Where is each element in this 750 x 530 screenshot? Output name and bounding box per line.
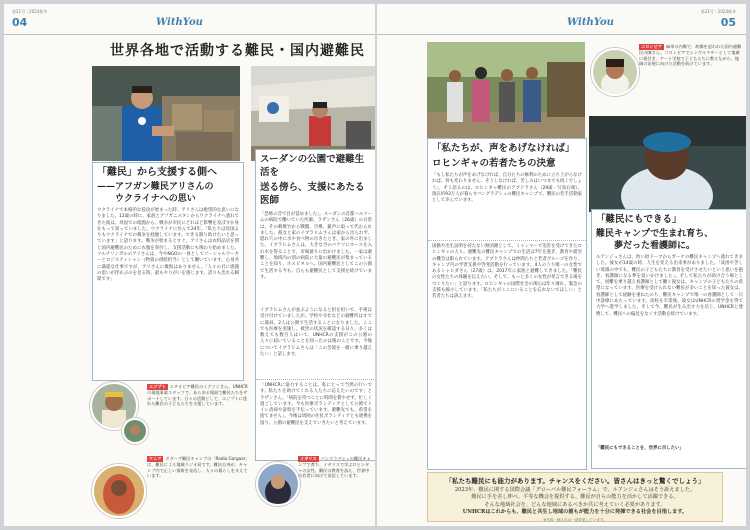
profile-photo-kenya: [92, 464, 146, 518]
article-ali-body: ウクライナで本格的な侵攻が始まった時、アリさんは絶望的な思いになりました。12歳の時に、家族とアフガニスタンからウクライナへ逃れてきた彼は、母国での暗闇から、戦争が市民にどれほど影響を及ぼすか身をもって知っていました。ウクライナに住んで24年。「私たちは母国よりもウクライナでの戦争を経歴しています。できる限り助けたいと思っています」と語ります。戦争が始まるとすぐ、アリさんは衣料品店を閉じ国内避難民のために衣服を寄付し、支援活動にも関わり始めました。マルチリンガルのアリさんは、今やNGOの一員としてソーシャルワーカーとロジスティシャン（物資の供給担当）として働いています。心身共に満提な仕事ですが、アリさんに後悔はありません。「人々の目に感謝の思いが浮かぶのを見る時、最もやりがいを感じます。誇りも出れる瞬間です」: [97, 208, 239, 283]
closing-line-4: UNHCRはこれからも、難民と共生し地域の誰もが能力を十分に発揮できる社会を目指します。: [462, 509, 688, 516]
profile-kenya-tag: ケニア: [149, 456, 162, 461]
left-header: [4, 6, 375, 35]
article-nurse: [591, 209, 746, 469]
article-nurse-subtitle2: 夢だった看護師に。: [614, 241, 696, 251]
article-rohingya-body: 国籍や出生証明を持たない無国籍として、ミャンマーで迫害を受けてきたロヒンギャの人々。避難先の難民キャンプでの生活は7年を過ぎ、教育や就労の機会は限られています。アブドラさんは仲間たちと若者グループを作り、キャンプ内の学習支援や啓発活動を行っています。4人のうち唯一の女性であるシャヒダさん（27歳）は、2017年に家族と避難してきました。「難民の女性たちの体験を伝えたい。そして、もっと多くの女性が発言できる場をつくりたい」と語ります。ロヒンギャの国際社会の関心は年々薄れ、緊急の支援も縮小しています。「私たちがここにいることを忘れないでほしい」と若者たちは訴えます。: [432, 244, 582, 300]
closing-source-note: ※写真・個人名は一部変更しています。: [543, 517, 607, 522]
profile-kenya: [147, 456, 251, 518]
section-title: WithYou: [156, 17, 203, 28]
photo-rohingya: [427, 42, 585, 138]
article-ali-subtitle: ——アフガン難民アリさんの: [97, 182, 214, 192]
profile-uk-text: バングラデシュの難民キャンプで育ち、イギリスで学ぶロヒンギャの女性。難民の教育を訴え、世界中の若者に向けて発信しています。: [298, 456, 371, 479]
article-nurse-subtitle: 難民キャンプで生まれ育ち、: [596, 229, 714, 239]
article-razan: [255, 149, 375, 461]
profile-photo-egypt-small: [122, 418, 148, 444]
article-ali-subtitle2: ウクライナへの思い: [115, 194, 196, 204]
closing-message-box: [427, 472, 723, 522]
article-rohingya: [427, 138, 587, 470]
article-razan-title: スーダンの公園で避難生活を: [260, 154, 365, 178]
article-nurse-title: 「難民にもできる」: [596, 214, 682, 225]
article-ali-title: 「難民」から支援する側へ: [97, 167, 217, 178]
profile-egypt-tag: エジプト: [149, 384, 166, 389]
page-number: 05: [720, 16, 736, 29]
article-ali: [92, 162, 244, 381]
profile-uk-tag: イギリス: [300, 456, 317, 461]
profile-colombia-text: 麻単の内戦で、故郷を追われた国内避難民の陳さん。コロンビアでシングルマザーとして地域に根付き、アート学校で子どもたちに教えながら、地域の発展に向けた活動を続けています。: [639, 44, 742, 67]
article-razan-body3: 「UNHCRに協力することは、私にとって当然の行いです。私たちを助けてくれる人たちに応えたいのです」とラザンさん。「病院を待つことに時間を費やせず、忙しく過ごしています。今も医療ボランティアとして公園でトイレ清掃や診察を手伝っています。避難先でも、希望を捨てません」。今後は周囲の住民ボランティアとも連携を図り、公園の避難民を支えていきたいと考えています。: [256, 379, 375, 470]
article-nurse-body: ルアンジュさんは、幼い頃ドーブからガーナの難民キャンプへ逃れてきました。彼女が14歳の時、人生を変える出来事がありました。「貧困や苦しい境遇の中でも、難民の子どもたちに教育を受けさせたいという思いを抱き、看護師になる夢を追いかけました」。そして私たちが助け合う場として、困難を乗り越え看護師として働く彼女は、キャンプの子どもたちの希望になっています。医療を受けられない難民が多いことを知った彼女は、看護師として経験を重ねたのち、難民キャンプで唯一の看護師として一日中診療にあたっています。高校を卒業後、彼女はUNHCRの奨学金を得て大学へ進学しました。そして今、難民が生み出す力を信じ、UNHCRと連携して、難民への偏見をなくす活動を続けています。: [596, 255, 743, 317]
closing-line-3: そんな地域社会を、どんな地域にあるべきか共に考えていく必要があります。: [484, 501, 666, 508]
profile-photo-uk: [256, 462, 300, 506]
article-rohingya-subtitle: ロヒンギャの若者たちの決意: [432, 158, 556, 169]
closing-line-1: 2023年、難民に関する国際会議「グローバル難民フォーラム」で、ルアンジュさんはそう訴えました。: [454, 487, 696, 493]
right-page: [377, 4, 746, 526]
profile-uk: [298, 456, 372, 520]
article-rohingya-quote: 「もし私たちが声をあげなければ、自分たちの権利のために立ち上がらなければ、何も変わりません。そうしなければ、苦しみはいつまでも続くでしょう」。そう語るのは、ロヒンギャ難民のアブドラさん（29歳・写真右端）。現在約93万人が暮らすバングラデシュの難民キャンプで、難民の若手活動家として歩んでいます。: [428, 170, 586, 241]
left-page: [4, 4, 375, 526]
article-rohingya-title: 「私たちが、声をあげなければ」: [432, 143, 575, 154]
photo-ali: [92, 66, 240, 161]
profile-colombia-tag: コロンビア: [641, 44, 662, 49]
article-nurse-quote: 「難民にもできることを、世界に示したい」: [596, 446, 684, 451]
photo-nurse: [589, 116, 746, 212]
article-razan-body1: 「恐怖の音で目が覚めました」。スーダンの首都ハルツームの病院で働いていた医師、ラザンさん（26歳）の日常は、その朝爆竹から戦闘、空爆、銃声に取って代わられました。彼女と家のイブラヒムさんは家から出られず、隠れ穴の中に水や食べ物の尽きたとき、家の外に出ました。イブラヒムさんは、大きな空のバケツにホースを入れ水を得ることで、市場通りに出かけました。一家は避難し、地域内の別の病院に大量の避難民が集まっていることを知り、ホスピタルへ。国内避難民としてこの公園で生活する今も、自らも避難民として支援を続けています。: [260, 212, 372, 280]
profile-kenya-text: ダダーブ難民キャンプの「Radio Gargaar」は、難民による地域ラジオ局です。難民自身が、キャンプ内で正しい情報を発信し、人々の暮らしを支えています。: [147, 456, 250, 479]
main-title: 世界各地で活動する難民・国内避難民: [110, 43, 365, 59]
right-header: [377, 6, 746, 35]
profile-photo-colombia: [591, 48, 639, 96]
issue-label: 第21号｜2024秋冬: [700, 9, 736, 14]
profile-egypt-text: エチオピア難民のイグソンさん。UNHCRの現地事業スタッフで、あらゆる場面で難民たちをサポートしています。日々の活動として、エジプトに逃れた難民の子どもたちを支援しています。: [147, 384, 248, 407]
profile-colombia: [639, 44, 743, 124]
issue-label: 第21号｜2024秋冬: [12, 9, 48, 14]
profile-egypt: [147, 384, 251, 450]
page-number: 04: [12, 16, 28, 29]
closing-line-2: 難民に手を差し伸べ、平等な機会を提供する。難民が自らの能力を活かして活躍できる、: [471, 494, 679, 501]
section-title: WithYou: [567, 17, 614, 28]
article-razan-body2: イブラヒムさんが並ぶようになると担を担いで、手術は受け付けていましたが、学校や寺社などの避難所はすでに満員。2人は公園で生活することになりました。ここでも医療を実施し、被害の状況を確認する日々。多くは数えても数百人はいて、UNHCRの支援がこの公園の人々に届いていることを知ったのは後のことです。今後についてイブラヒムさんは「この苦境を一緒に乗り越えたい」と話します。: [260, 308, 372, 358]
closing-headline: 「私たち難民にも能力があります。チャンスをください。皆さんはきっと驚くでしょう」: [445, 477, 705, 485]
article-razan-title2: 送る傍ら、支援にあたる医師: [260, 182, 365, 206]
photo-razan: [251, 66, 375, 161]
